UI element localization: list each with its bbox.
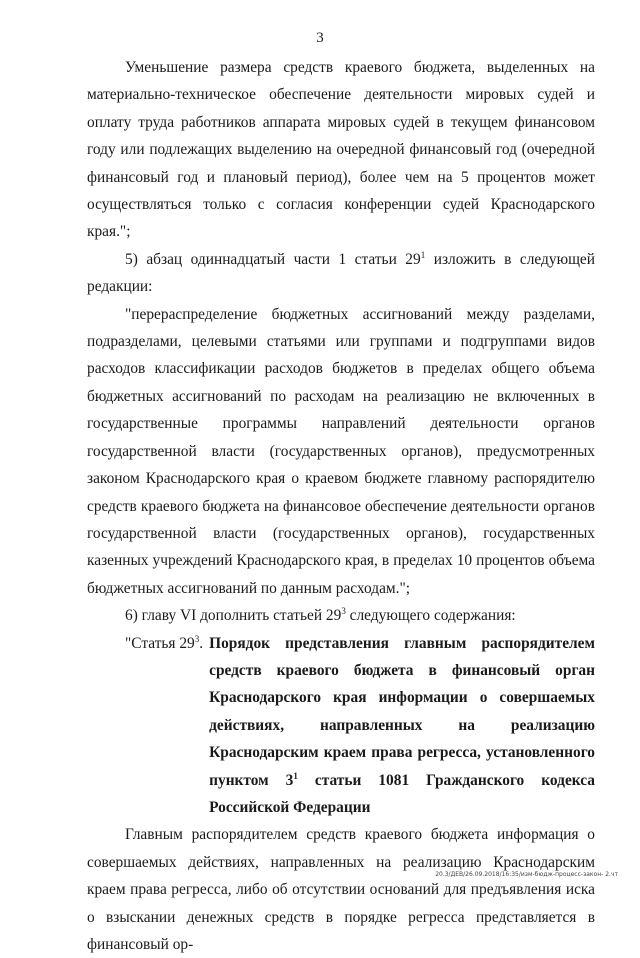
paragraph-budget-reduction: Уменьшение размера средств краевого бюджета, выделенных на материально-техническое обеспечение деятельности мировых судей и оплату труда работников аппарата мировых судей в текущем финансовом году или подлежащих выделению на очередной финансовый год (очередной финансовый год и плановый период), более чем на 5 процентов может осуществляться только с согласия конференции судей Краснодарского края."; [87, 59, 595, 241]
amendment-6-text-end: следующего содержания: [345, 607, 516, 625]
amendment-5-text-end: изложить в следующей редакции: [87, 250, 595, 296]
article-title-text-end: статьи 1081 Гражданского кодекса Российской Федерации [209, 771, 595, 816]
amendment-5-text-start: 5) абзац одиннадцатый части 1 статьи 29 [125, 250, 421, 268]
amendment-5-superscript: 1 [420, 249, 426, 260]
article-label-dot: . [199, 634, 204, 652]
paragraph-redistribution-quote: "перераспределение бюджетных ассигнований между разделами, подразделами, целевыми статьями или группами и подгруппами видов расходов классификации расходов бюджетов в пределах общего объема бюджетных ассигнований по расходам на реализацию не включенных в государственные программы направлений деятельности органов государственной власти (государственных органов), предусмотренных законом Краснодарского края о краевом бюджете главному распорядителю средств краевого бюджета на финансовое обеспечение деятельности органов государственной власти (государственных органов), государственных казенных учреждений Краснодарского края, в пределах 10 процентов объема бюджетных ассигнований по данным расходам."; [87, 305, 595, 597]
paragraph-amendment-5 [87, 246, 595, 301]
amendment-6-superscript: 3 [341, 606, 346, 616]
paragraph-amendment-6 [87, 602, 595, 629]
paragraph-regress-information: Главным распорядителем средств краевого бюджета информация о совершаемых действиях, направленных на реализацию Краснодарским краем права регресса, либо об отсутствии оснований для предъявления иска о взыскании денежных средств в порядке регресса представляется в финансовый ор- [87, 826, 595, 953]
article-title-superscript: 1 [293, 770, 298, 781]
article-title-text-start: Порядок представления главным распорядителем средств краевого бюджета в финансовый орган Краснодарского края информации о совершаемых действиях, направленных на реализацию Краснодарским краем права регресса, установленного пунктом 3 [209, 634, 595, 789]
article-label [87, 630, 203, 822]
article-label-text: "Статья 29 [125, 634, 195, 652]
article-label-superscript: 3 [194, 633, 200, 644]
footer-document-code: 20.3/ДЕВ/26.09.2018/16:35/изм-бюдж-процесс-закон- 2.чт [435, 871, 618, 878]
article-heading [87, 630, 595, 822]
document-body [87, 54, 595, 958]
article-title [203, 630, 595, 822]
amendment-6-text-start: 6) главу VI дополнить статьей 29 [125, 607, 342, 625]
page-number: 3 [316, 30, 324, 46]
